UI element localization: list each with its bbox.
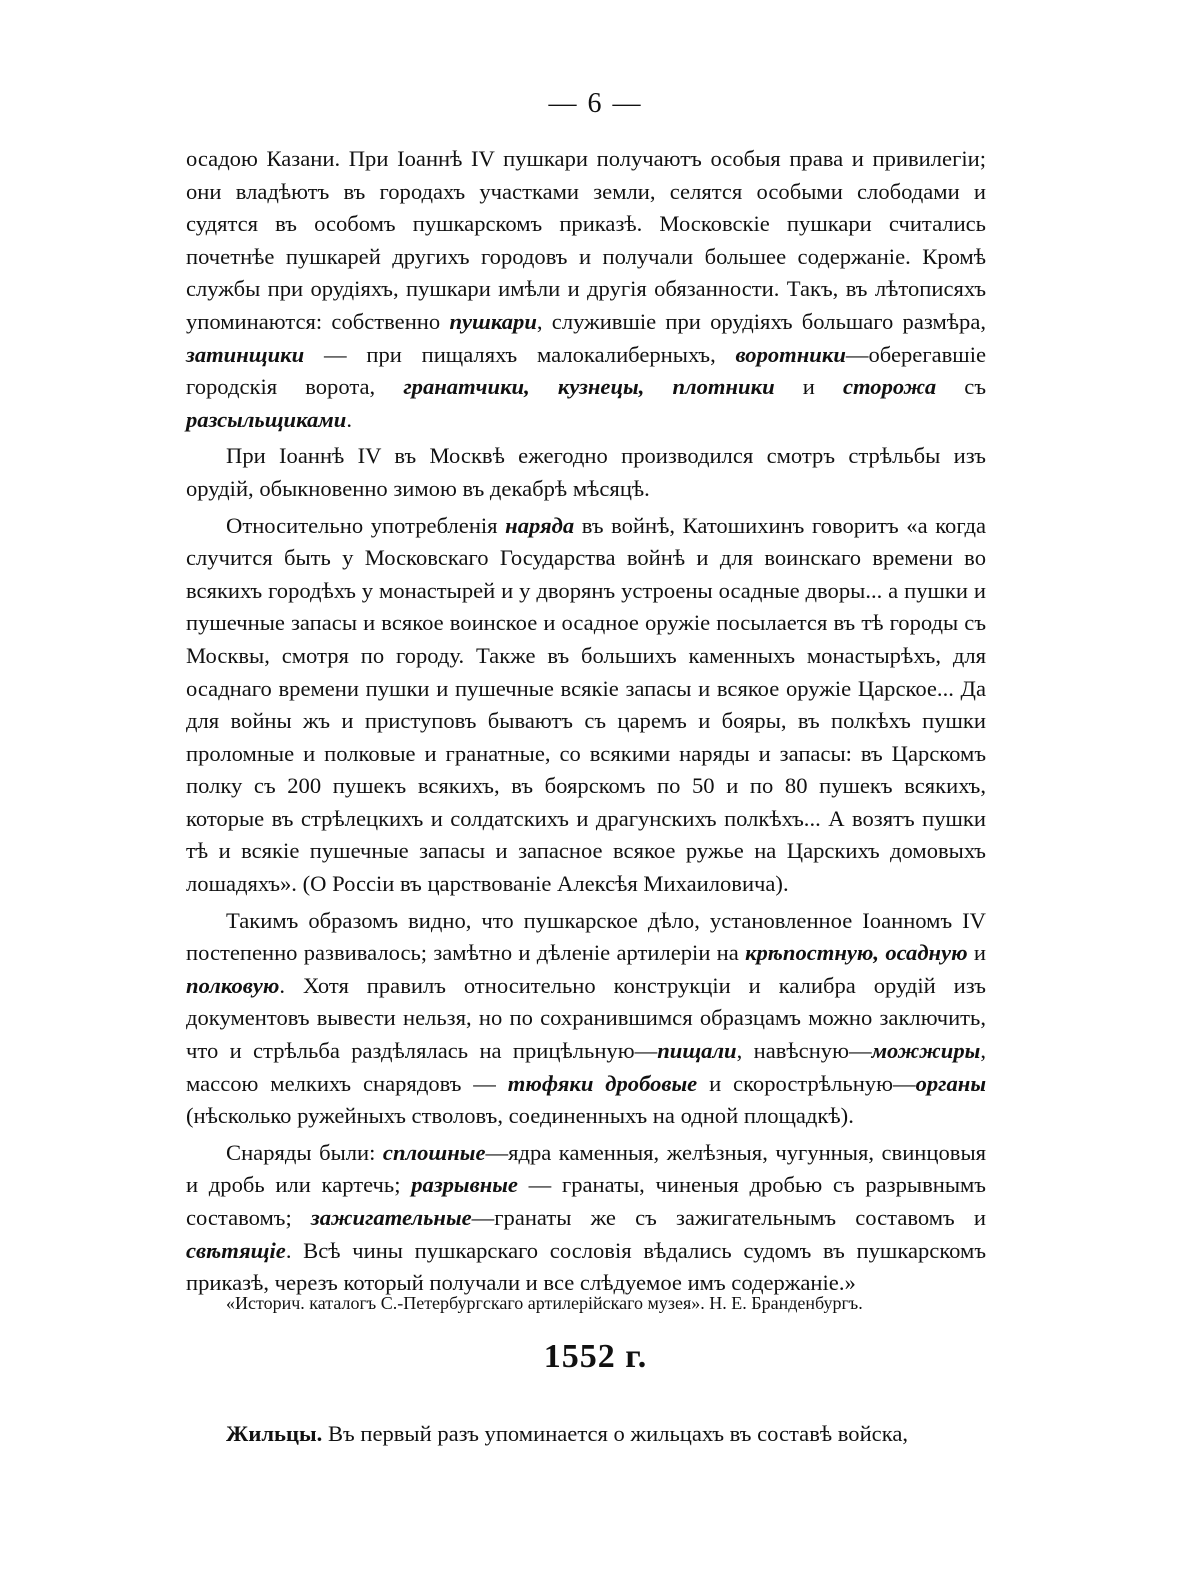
paragraph-kotoshikhin-quote: Относительно употребленія наряда въ войнѣ, Катошихинъ говоритъ «а когда случится быть у Московскаго Государства войнѣ и для воинскаго времени во всякихъ городѣхъ у монастырей и у дворянъ устроены осадные дворы... а пушки и пушечные запасы и всякое воинское и осадное оружіе посылается въ тѣ городы съ Москвы, смотря по городу. Также въ большихъ каменныхъ монастырѣхъ, для осаднаго времени пушки и пушечные всякіе запасы и всякое оружіе Царское... Да для войны жъ и приступовъ бываютъ съ царемъ и бояры, въ полкѣхъ пушки проломные и полковые и гранатные, со всякими наряды и запасы: въ Царскомъ полку съ 200 пушекъ всякихъ, въ боярскомъ по 50 и по 80 пушекъ всякихъ, которые въ стрѣлецкихъ и солдатскихъ и драгунскихъ полкѣхъ... А возятъ пушки тѣ и всякіе пушечные запасы и запасное всякое ружье на Царскихъ домовыхъ лошадяхъ». (О Россіи въ царствованіе Алексѣя Михаиловича). (186, 512, 986, 897)
section-heading-year: 1552 г. (543, 1338, 648, 1375)
paragraph-projectiles: Снаряды были: сплошные—ядра каменныя, желѣзныя, чугунныя, свинцовыя и дробь или картечь; разрывные — гранаты, чиненыя дробью съ разрывнымъ составомъ; зажигательные—гранаты же съ зажигательнымъ составомъ и свѣтящіе. Всѣ чины пушкарскаго сословія вѣдались судомъ въ пушкарскомъ приказѣ, черезъ который получали и все слѣдуемое имъ содержаніе.» (186, 1139, 987, 1296)
term-tyufyaki: тюфяки дробовые (507, 1070, 698, 1096)
term-zatinshchiki: затинщики (186, 341, 305, 367)
term-vorotniki: воротники (735, 341, 846, 367)
term-krepostnuyu: крѣпостную, осадную (745, 940, 968, 966)
term-sploshnye: сплошные (382, 1139, 486, 1165)
term-storozha: сторожа (843, 374, 937, 400)
term-organy: органы (915, 1070, 987, 1096)
term-granatchiki: гранатчики, кузнецы, плотники (403, 374, 775, 400)
term-polkovuyu: полковую (186, 972, 280, 998)
term-naryad: наряда (505, 512, 575, 538)
page-number: — 6 — (548, 88, 643, 119)
term-zhiltsy: Жильцы. (226, 1421, 323, 1446)
paragraph-artillery-division: Такимъ образомъ видно, что пушкарское дѣло, установленное Іоанномъ IV постепенно развивалось; замѣтно и дѣленіе артилеріи на крѣпостную, осадную и полковую. Хотя правилъ относительно конструкціи и калибра орудій изъ документовъ вывести нельзя, но по сохранившимся образцамъ можно заключить, что и стрѣльба раздѣлялась на прицѣльную—пищали, навѣсную—можжиры, массою мелкихъ снарядовъ — тюфяки дробовые и скорострѣльную—органы (нѣсколько ружейныхъ стволовъ, соединенныхъ на одной площадкѣ). (186, 907, 987, 1129)
term-pishchali: пищали (657, 1038, 737, 1064)
term-zazhigatelnye: зажигательные (310, 1205, 472, 1230)
term-pushkari: пушкари (449, 308, 537, 334)
paragraph-moscow-review: При Іоаннѣ IV въ Москвѣ ежегодно производился смотръ стрѣльбы изъ орудій, обыкновенно зимою въ декабрѣ мѣсяцѣ. (186, 443, 986, 501)
main-text (186, 143, 986, 1300)
term-razsylshchiki: разсыльщиками (186, 406, 347, 432)
term-razryvnye: разрывные (411, 1172, 518, 1198)
paragraph-zhiltsy: Жильцы. Въ первый разъ упоминается о жильцахъ въ составѣ войска, (226, 1421, 909, 1446)
term-svetyashchie: свѣтящіе (186, 1237, 286, 1263)
paragraph-gunners-privileges: осадою Казани. При Іоаннѣ IV пушкари получаютъ особыя права и привилегіи; они владѣютъ въ городахъ участками земли, селятся особыми слободами и судятся въ особомъ пушкарскомъ приказѣ. Московскіе пушкари считались почетнѣе пушкарей другихъ городовъ и получали большее содержаніе. Кромѣ службы при орудіяхъ, пушкари имѣли и другія обязанности. Такъ, въ лѣтописяхъ упоминаются: собственно пушкари, служившіе при орудіяхъ большаго размѣра, затинщики — при пищаляхъ малокалиберныхъ, воротники—оберегавшіе городскія ворота, гранатчики, кузнецы, плотники и сторожа съ разсыльщиками. (186, 146, 986, 432)
source-citation: «Историч. каталогъ С.-Петербургскаго артилерійскаго музея». Н. Е. Бранденбургъ. (226, 1293, 863, 1313)
term-mozhzhiry: можжиры (871, 1038, 981, 1064)
